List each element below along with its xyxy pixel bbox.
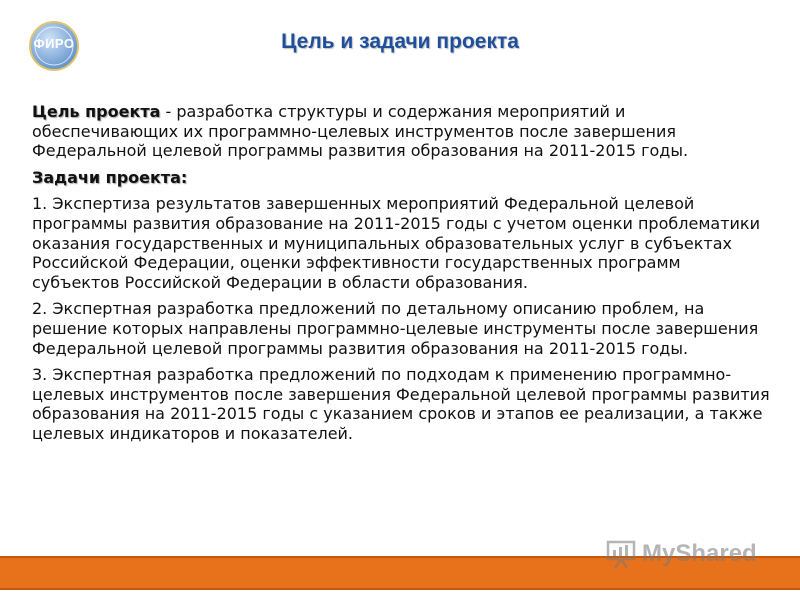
slide-body [32,102,772,451]
task-item-2: 2. Экспертная разработка предложений по детальному описанию проблем, на решение которых направлены программно-целевые инструменты после завершения Федеральной целевой программы развития образования на 2011-2015 годы. [32,299,759,358]
goal-label: Цель проекта [32,102,161,121]
watermark-text: MyShared [642,540,757,567]
task-item-1: 1. Экспертиза результатов завершенных мероприятий Федеральной целевой программы развития образование на 2011-2015 годы с учетом оценки проблематики оказания государственных и муниципальных образовательных услуг в субъектах Российской Федерации, оценки эффективности государственных программ субъектов Российской Федерации в области образования. [32,194,760,292]
logo-text: ФИРО [33,36,75,51]
tasks-heading [32,168,772,188]
presentation-board-icon [606,539,638,569]
goal-text: - разработка структуры и содержания мероприятий и обеспечивающих их программно-целевых инструментов после завершения Федеральной целевой программы развития образования на 2011-2015 годы. [32,102,689,161]
tasks-label: Задачи проекта: [32,167,188,187]
goal-paragraph [32,102,772,161]
task-item-3: 3. Экспертная разработка предложений по подходам к применению программно-целевых инструментов после завершения Федеральной целевой программы развития образования на 2011-2015 годы с указанием сроков и этапов ее реализации, а также целевых индикаторов и показателей. [32,365,770,443]
page-title: Цель и задачи проекта [281,30,519,53]
myshared-watermark [606,537,776,571]
